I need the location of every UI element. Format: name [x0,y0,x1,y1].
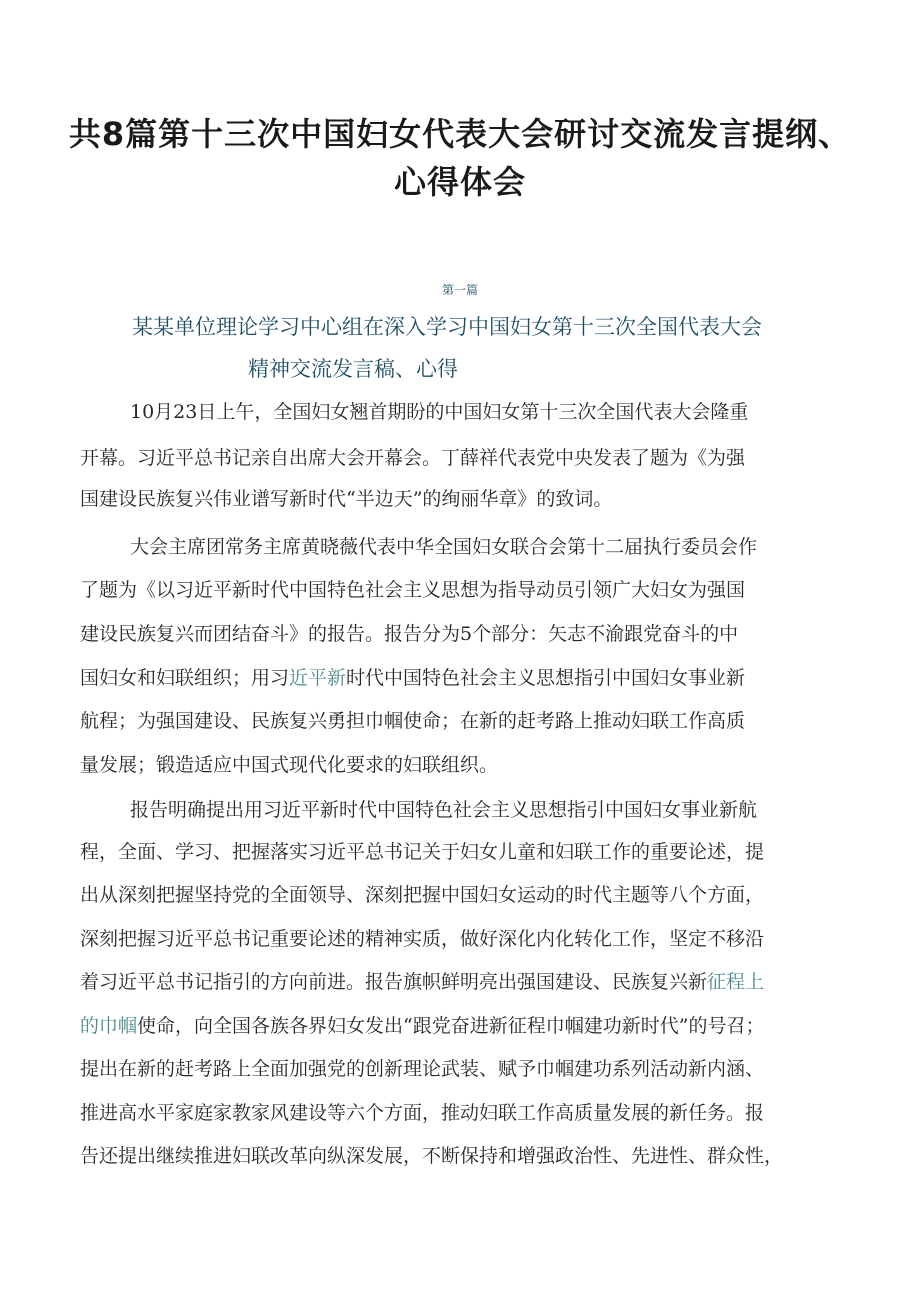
document-title-line-2: 心得体会 [393,163,526,201]
paragraph-line: 建设民族复兴而团结奋斗》的报告。报告分为5个部分：矢志不渝跟党奋斗的中 [80,623,739,645]
paragraph-line [80,1012,850,1040]
section-subtitle-line-2: 精神交流发言稿、心得 [248,357,458,381]
text-segment: 时代中国特色社会主义思想指引中国妇女事业新 [346,667,746,689]
paragraph-line [80,968,850,996]
paragraph-line: 出从深刻把握坚持党的全面领导、深刻把握中国妇女运动的时代主题等八个方面， [80,884,765,906]
paragraph-line: 开幕。习近平总书记亲自出席大会开幕会。丁薛祥代表党中央发表了题为《为强 [80,447,746,469]
text-segment: 国妇女和妇联组织；用习 [80,667,290,689]
paragraph-line: 航程；为强国建设、民族复兴勇担巾帼使命；在新的赶考路上推动妇联工作高质 [80,710,746,732]
highlighted-text: 征程上 [707,971,765,993]
paragraph-line: 10月23日上午，全国妇女翘首期盼的中国妇女第十三次全国代表大会隆重 [130,401,749,423]
paragraph-line: 国建设民族复兴伟业谱写新时代“半边天”的绚丽华章》的致词。 [80,488,613,510]
section-subtitle-line-1: 某某单位理论学习中心组在深入学习中国妇女第十三次全国代表大会 [132,315,762,339]
paragraph-line: 程，全面、学习、把握落实习近平总书记关于妇女儿童和妇联工作的重要论述，提 [80,841,765,863]
highlighted-text: 的巾帼 [80,1015,138,1037]
paragraph-line [80,664,850,692]
paragraph-line: 深刻把握习近平总书记重要论述的精神实质，做好深化内化转化工作，坚定不移沿 [80,928,765,950]
paragraph-line: 推进高水平家庭家教家风建设等六个方面，推动妇联工作高质量发展的新任务。报 [80,1102,765,1124]
paragraph-line: 告还提出继续推进妇联改革向纵深发展，不断保持和增强政治性、先进性、群众性， [80,1145,784,1167]
paragraph-line: 报告明确提出用习近平新时代中国特色社会主义思想指引中国妇女事业新航 [130,799,758,821]
section-label: 第一篇 [441,283,478,297]
paragraph-line: 大会主席团常务主席黄晓薇代表中华全国妇女联合会第十二届执行委员会作 [130,536,758,558]
document-title-line-1: 共8篇第十三次中国妇女代表大会研讨交流发言提纲、 [68,115,852,153]
paragraph-line: 了题为《以习近平新时代中国特色社会主义思想为指导动员引领广大妇女为强国 [80,579,746,601]
paragraph-line: 量发展；锻造适应中国式现代化要求的妇联组织。 [80,754,499,776]
text-segment: 使命，向全国各族各界妇女发出“跟党奋进新征程巾帼建功新时代”的号召； [137,1015,765,1037]
paragraph-line: 提出在新的赶考路上全面加强党的创新理论武装、赋予巾帼建功系列活动新内涵、 [80,1058,765,1080]
text-segment: 着习近平总书记指引的方向前进。报告旗帜鲜明亮出强国建设、民族复兴新 [80,971,708,993]
highlighted-text: 近平新 [289,667,347,689]
